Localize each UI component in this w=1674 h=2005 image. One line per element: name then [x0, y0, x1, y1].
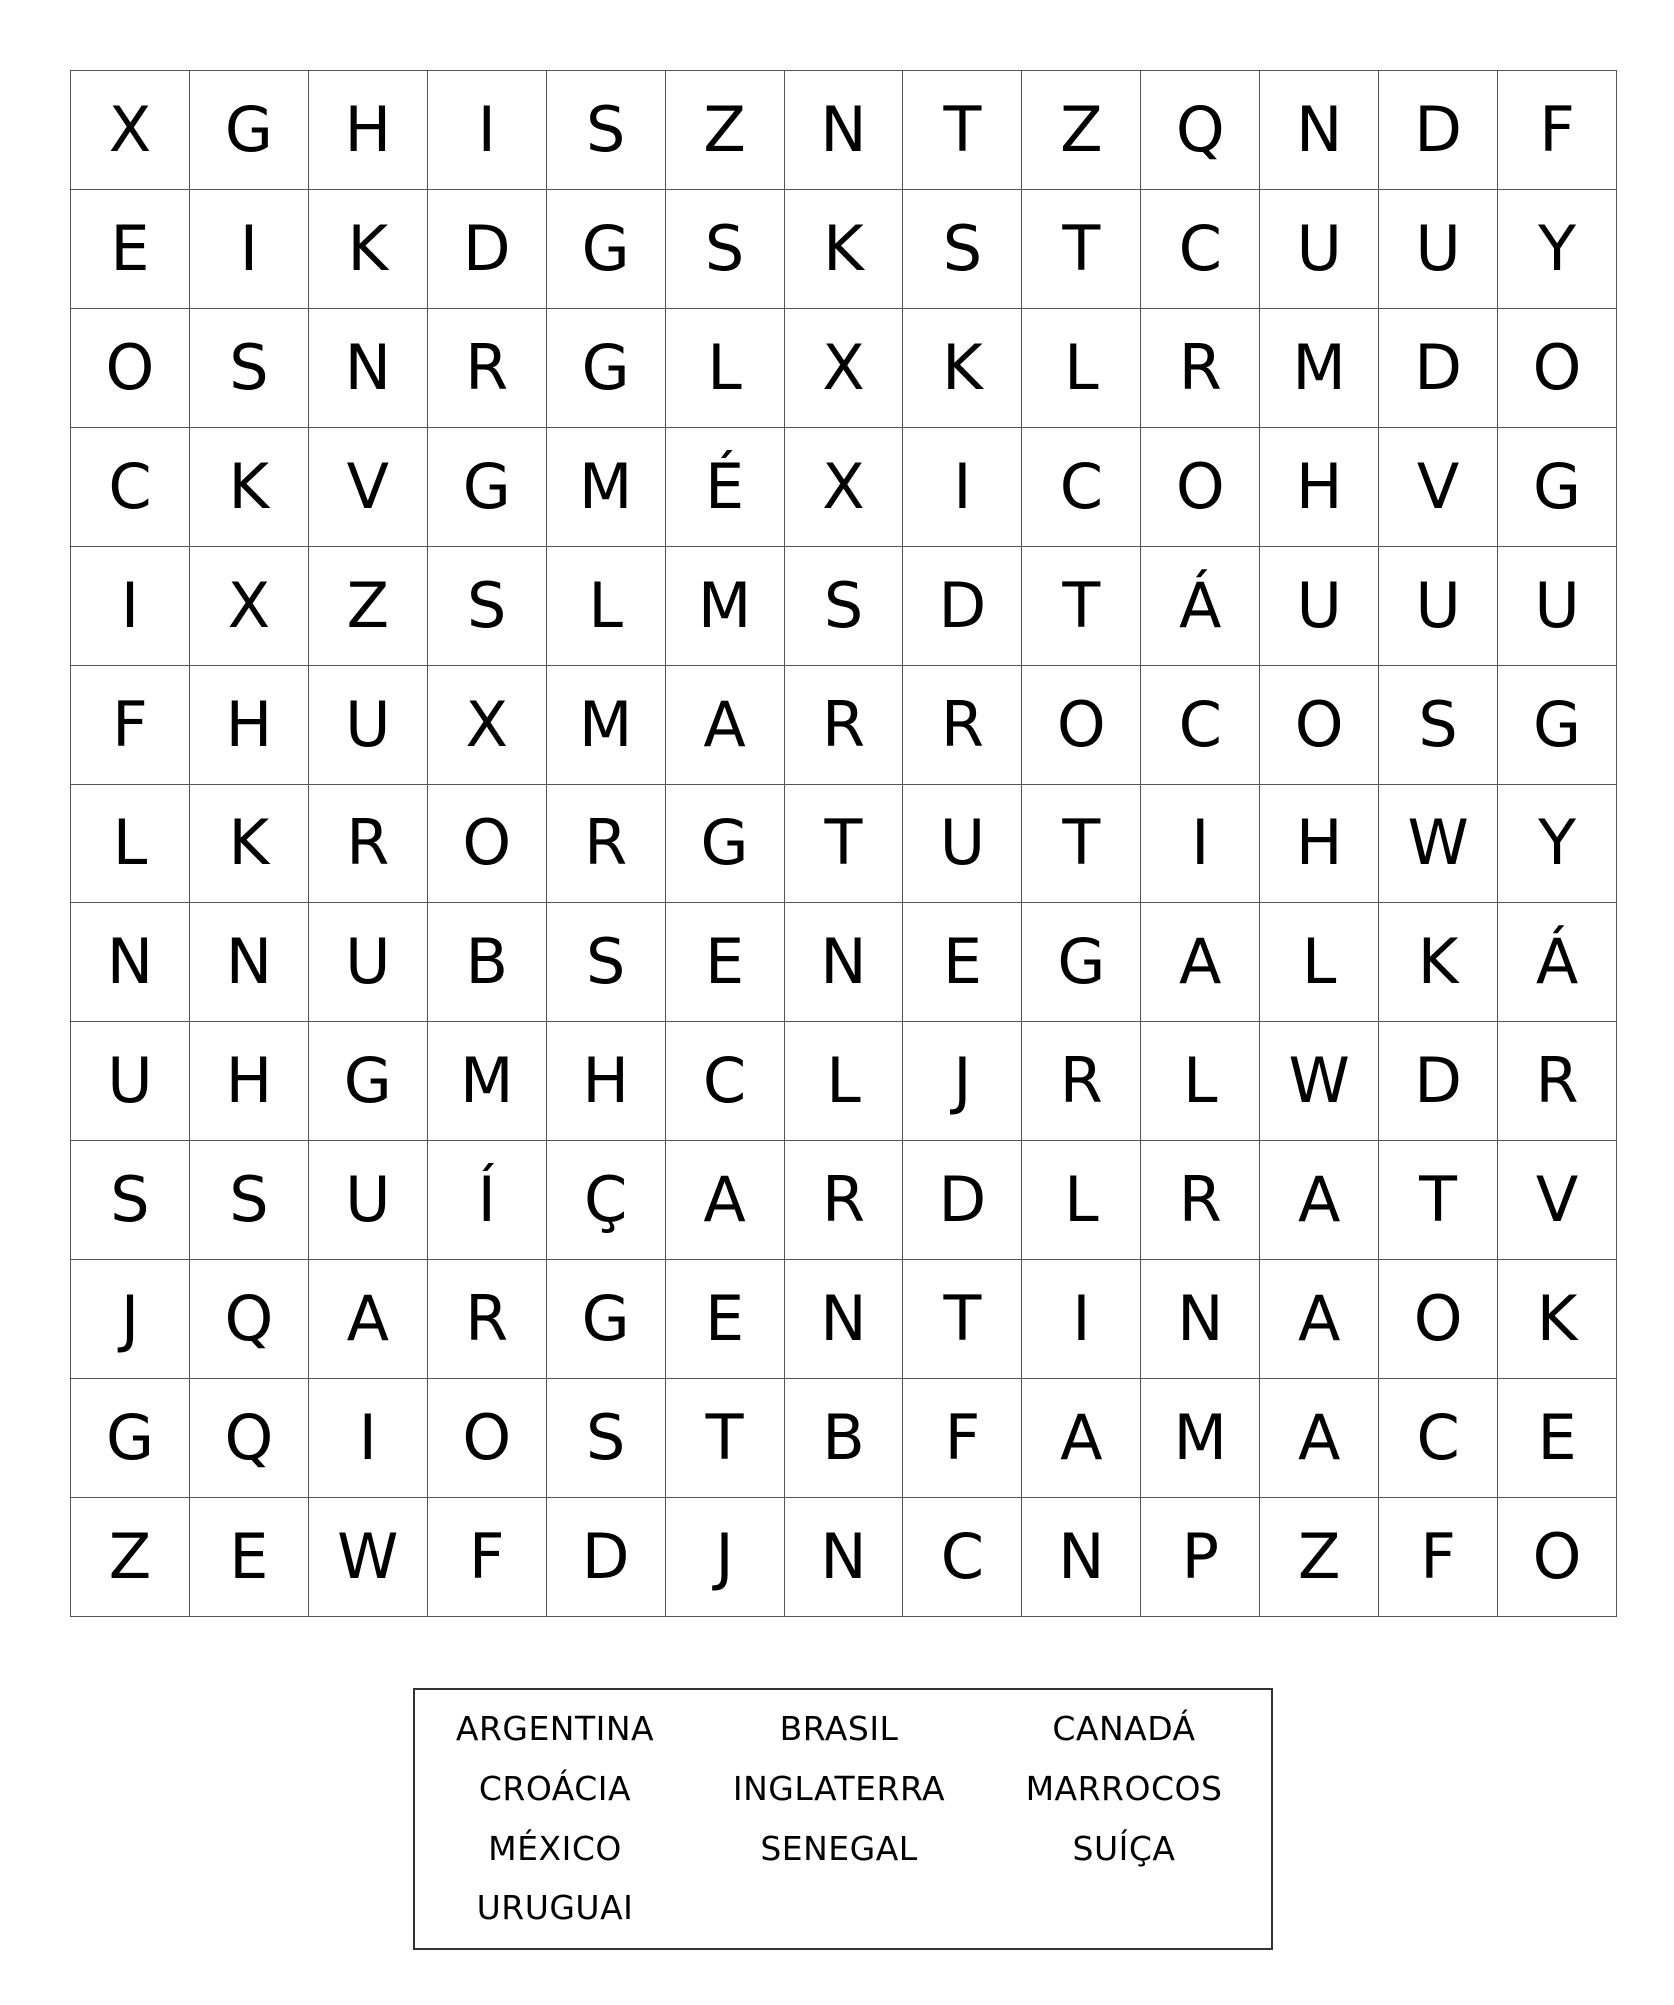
grid-cell[interactable]: L — [785, 1022, 904, 1141]
grid-cell[interactable]: X — [190, 547, 309, 666]
grid-cell[interactable]: Z — [666, 71, 785, 190]
grid-cell[interactable]: M — [547, 428, 666, 547]
grid-cell[interactable]: N — [1022, 1498, 1141, 1617]
grid-cell[interactable]: R — [1498, 1022, 1617, 1141]
grid-cell[interactable]: Q — [190, 1379, 309, 1498]
grid-cell[interactable]: T — [1022, 547, 1141, 666]
grid-cell[interactable]: T — [1022, 190, 1141, 309]
grid-cell[interactable]: K — [785, 190, 904, 309]
grid-cell[interactable]: A — [1260, 1260, 1379, 1379]
grid-cell[interactable]: Q — [190, 1260, 309, 1379]
word-bank-item: INGLATERRA — [732, 1769, 946, 1808]
grid-cell[interactable]: N — [1141, 1260, 1260, 1379]
grid-cell[interactable]: S — [190, 309, 309, 428]
grid-cell[interactable]: N — [190, 903, 309, 1022]
grid-cell[interactable]: G — [71, 1379, 190, 1498]
grid-cell[interactable]: P — [1141, 1498, 1260, 1617]
grid-cell[interactable]: K — [903, 309, 1022, 428]
grid-cell[interactable]: G — [190, 71, 309, 190]
grid-cell[interactable]: Q — [1141, 71, 1260, 190]
grid-cell[interactable]: R — [785, 1141, 904, 1260]
grid-cell[interactable]: I — [903, 428, 1022, 547]
grid-cell[interactable]: K — [309, 190, 428, 309]
grid-cell[interactable]: S — [428, 547, 547, 666]
grid-cell[interactable]: G — [428, 428, 547, 547]
grid-cell[interactable]: R — [428, 1260, 547, 1379]
grid-cell[interactable]: F — [71, 666, 190, 785]
grid-cell[interactable]: N — [785, 903, 904, 1022]
grid-cell[interactable]: U — [1260, 547, 1379, 666]
grid-cell[interactable]: N — [785, 1260, 904, 1379]
grid-cell[interactable]: R — [428, 309, 547, 428]
grid-cell[interactable]: E — [1498, 1379, 1617, 1498]
word-bank-item: URUGUAI — [476, 1888, 634, 1927]
grid-cell[interactable]: D — [547, 1498, 666, 1617]
grid-cell[interactable]: R — [785, 666, 904, 785]
grid-cell[interactable]: N — [785, 1498, 904, 1617]
grid-cell[interactable]: V — [1379, 428, 1498, 547]
grid-cell[interactable]: J — [666, 1498, 785, 1617]
grid-cell[interactable]: I — [309, 1379, 428, 1498]
grid-cell[interactable]: I — [428, 71, 547, 190]
grid-cell[interactable]: O — [1379, 1260, 1498, 1379]
grid-cell[interactable]: E — [666, 1260, 785, 1379]
grid-cell[interactable]: A — [309, 1260, 428, 1379]
grid-cell[interactable]: U — [1379, 190, 1498, 309]
grid-cell[interactable]: D — [1379, 1022, 1498, 1141]
letter-grid — [70, 70, 1617, 1617]
grid-cell[interactable]: G — [547, 1260, 666, 1379]
grid-cell[interactable]: Z — [1260, 1498, 1379, 1617]
grid-cell[interactable]: S — [666, 190, 785, 309]
grid-cell[interactable]: O — [1260, 666, 1379, 785]
grid-cell[interactable]: I — [190, 190, 309, 309]
grid-cell[interactable]: A — [1260, 1141, 1379, 1260]
grid-cell[interactable]: Y — [1498, 190, 1617, 309]
grid-cell[interactable]: E — [666, 903, 785, 1022]
word-bank-item: ARGENTINA — [455, 1709, 655, 1748]
word-bank-item: SENEGAL — [760, 1829, 918, 1868]
grid-cell[interactable]: É — [666, 428, 785, 547]
grid-cell[interactable]: C — [71, 428, 190, 547]
grid-cell[interactable]: O — [1022, 666, 1141, 785]
grid-cell[interactable]: Í — [428, 1141, 547, 1260]
grid-cell[interactable]: H — [1260, 428, 1379, 547]
grid-cell[interactable]: O — [1141, 428, 1260, 547]
grid-cell[interactable]: T — [903, 71, 1022, 190]
grid-cell[interactable]: N — [71, 903, 190, 1022]
grid-cell[interactable]: K — [190, 785, 309, 904]
grid-cell[interactable]: S — [71, 1141, 190, 1260]
grid-cell[interactable]: A — [666, 666, 785, 785]
grid-cell[interactable]: M — [1260, 309, 1379, 428]
grid-cell[interactable]: G — [666, 785, 785, 904]
word-bank-item: SUÍÇA — [1072, 1829, 1176, 1868]
grid-cell[interactable]: X — [785, 309, 904, 428]
grid-cell[interactable]: C — [666, 1022, 785, 1141]
grid-cell[interactable]: F — [1379, 1498, 1498, 1617]
grid-cell[interactable]: I — [1141, 785, 1260, 904]
grid-cell[interactable]: G — [547, 309, 666, 428]
grid-cell[interactable]: D — [1379, 309, 1498, 428]
grid-cell[interactable]: B — [785, 1379, 904, 1498]
grid-cell[interactable]: Z — [309, 547, 428, 666]
grid-cell[interactable]: A — [1260, 1379, 1379, 1498]
grid-cell[interactable]: H — [190, 666, 309, 785]
grid-cell[interactable]: X — [785, 428, 904, 547]
grid-cell[interactable]: C — [903, 1498, 1022, 1617]
grid-cell[interactable]: O — [1498, 309, 1617, 428]
grid-cell[interactable]: S — [190, 1141, 309, 1260]
grid-cell[interactable]: U — [903, 785, 1022, 904]
grid-cell[interactable]: R — [1141, 309, 1260, 428]
grid-cell[interactable]: N — [309, 309, 428, 428]
grid-cell[interactable]: E — [903, 903, 1022, 1022]
grid-cell[interactable]: U — [309, 1141, 428, 1260]
grid-cell[interactable]: R — [309, 785, 428, 904]
grid-cell[interactable]: I — [1022, 1260, 1141, 1379]
grid-cell[interactable]: V — [309, 428, 428, 547]
grid-cell[interactable]: Y — [1498, 785, 1617, 904]
grid-cell[interactable]: H — [547, 1022, 666, 1141]
grid-cell[interactable]: D — [903, 547, 1022, 666]
grid-cell[interactable]: M — [1141, 1379, 1260, 1498]
grid-cell[interactable]: W — [309, 1498, 428, 1617]
grid-cell[interactable]: Á — [1141, 547, 1260, 666]
word-bank — [413, 1688, 1273, 1950]
grid-cell[interactable]: X — [428, 666, 547, 785]
grid-cell[interactable]: K — [1379, 903, 1498, 1022]
grid-cell[interactable]: S — [547, 71, 666, 190]
grid-cell[interactable]: T — [1022, 785, 1141, 904]
grid-cell[interactable]: U — [1379, 547, 1498, 666]
grid-cell[interactable]: S — [547, 903, 666, 1022]
grid-cell[interactable]: C — [1022, 428, 1141, 547]
grid-cell[interactable]: U — [1498, 547, 1617, 666]
grid-cell[interactable]: L — [1141, 1022, 1260, 1141]
grid-cell[interactable]: I — [71, 547, 190, 666]
grid-cell[interactable]: C — [1141, 190, 1260, 309]
grid-cell[interactable]: D — [903, 1141, 1022, 1260]
grid-cell[interactable]: K — [1498, 1260, 1617, 1379]
grid-cell[interactable]: J — [903, 1022, 1022, 1141]
grid-cell[interactable]: R — [903, 666, 1022, 785]
grid-cell[interactable]: J — [71, 1260, 190, 1379]
grid-cell[interactable]: U — [71, 1022, 190, 1141]
grid-cell[interactable]: R — [1141, 1141, 1260, 1260]
word-bank-item: MÉXICO — [488, 1829, 622, 1868]
grid-cell[interactable]: S — [1379, 666, 1498, 785]
grid-cell[interactable]: T — [666, 1379, 785, 1498]
grid-cell[interactable]: O — [1498, 1498, 1617, 1617]
grid-cell[interactable]: L — [547, 547, 666, 666]
grid-cell[interactable]: F — [428, 1498, 547, 1617]
grid-cell[interactable]: E — [190, 1498, 309, 1617]
grid-cell[interactable]: L — [666, 309, 785, 428]
grid-cell[interactable]: Á — [1498, 903, 1617, 1022]
grid-cell[interactable]: S — [903, 190, 1022, 309]
grid-cell[interactable]: R — [1022, 1022, 1141, 1141]
grid-cell[interactable]: H — [1260, 785, 1379, 904]
grid-cell[interactable]: F — [1498, 71, 1617, 190]
grid-cell[interactable]: G — [1022, 903, 1141, 1022]
grid-cell[interactable]: N — [785, 71, 904, 190]
grid-cell[interactable]: W — [1260, 1022, 1379, 1141]
grid-cell[interactable]: L — [1022, 1141, 1141, 1260]
grid-cell[interactable]: U — [309, 666, 428, 785]
grid-cell[interactable]: M — [428, 1022, 547, 1141]
grid-cell[interactable]: D — [428, 190, 547, 309]
grid-cell[interactable]: A — [1141, 903, 1260, 1022]
grid-cell[interactable]: S — [785, 547, 904, 666]
grid-cell[interactable]: G — [547, 190, 666, 309]
grid-cell[interactable]: S — [547, 1379, 666, 1498]
grid-cell[interactable]: T — [785, 785, 904, 904]
word-bank-item: CROÁCIA — [478, 1769, 632, 1808]
grid-cell[interactable]: L — [71, 785, 190, 904]
grid-cell[interactable]: U — [1260, 190, 1379, 309]
grid-cell[interactable]: H — [190, 1022, 309, 1141]
grid-cell[interactable]: U — [309, 903, 428, 1022]
grid-cell[interactable]: K — [190, 428, 309, 547]
grid-cell[interactable]: T — [1379, 1141, 1498, 1260]
grid-cell[interactable]: N — [1260, 71, 1379, 190]
grid-cell[interactable]: C — [1379, 1379, 1498, 1498]
grid-cell[interactable]: F — [903, 1379, 1022, 1498]
grid-cell[interactable]: C — [1141, 666, 1260, 785]
word-bank-item: BRASIL — [779, 1709, 899, 1748]
grid-cell[interactable]: G — [1498, 666, 1617, 785]
grid-cell[interactable]: O — [428, 785, 547, 904]
grid-cell[interactable]: Z — [71, 1498, 190, 1617]
grid-cell[interactable]: L — [1022, 309, 1141, 428]
grid-cell[interactable]: G — [1498, 428, 1617, 547]
grid-cell[interactable]: O — [428, 1379, 547, 1498]
grid-cell[interactable]: M — [666, 547, 785, 666]
grid-cell[interactable]: H — [309, 71, 428, 190]
word-bank-item: MARROCOS — [1025, 1769, 1223, 1808]
grid-cell[interactable]: Ç — [547, 1141, 666, 1260]
grid-cell[interactable]: G — [309, 1022, 428, 1141]
grid-cell[interactable]: B — [428, 903, 547, 1022]
grid-cell[interactable]: V — [1498, 1141, 1617, 1260]
grid-cell[interactable]: M — [547, 666, 666, 785]
grid-cell[interactable]: W — [1379, 785, 1498, 904]
grid-cell[interactable]: A — [1022, 1379, 1141, 1498]
grid-cell[interactable]: L — [1260, 903, 1379, 1022]
grid-cell[interactable]: X — [71, 71, 190, 190]
grid-cell[interactable]: R — [547, 785, 666, 904]
grid-cell[interactable]: Z — [1022, 71, 1141, 190]
grid-cell[interactable]: T — [903, 1260, 1022, 1379]
grid-cell[interactable]: D — [1379, 71, 1498, 190]
word-bank-item: CANADÁ — [1052, 1709, 1196, 1748]
grid-cell[interactable]: A — [666, 1141, 785, 1260]
grid-cell[interactable]: E — [71, 190, 190, 309]
grid-cell[interactable]: O — [71, 309, 190, 428]
